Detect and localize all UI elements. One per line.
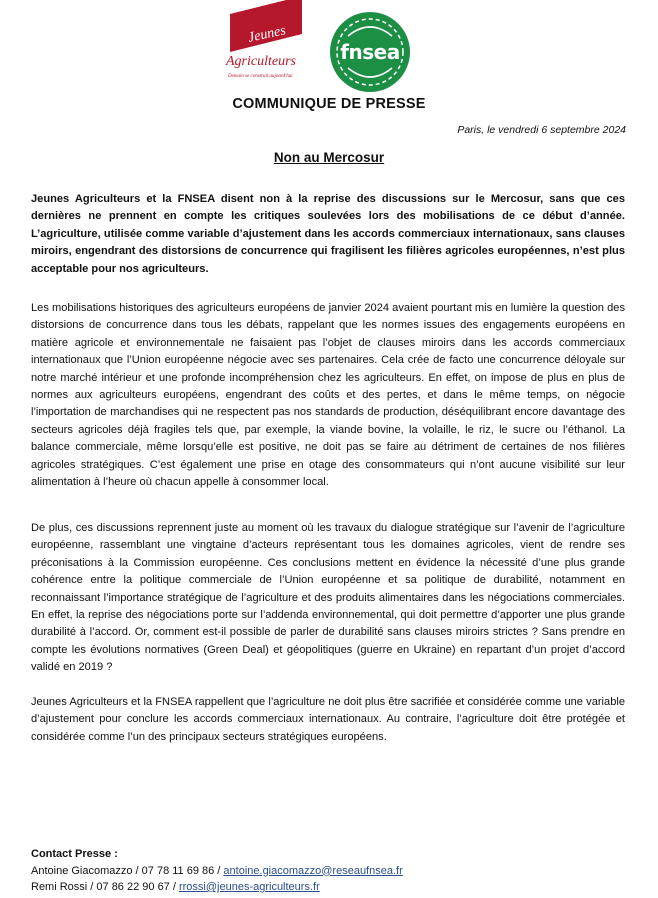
ja-logo-tagline: Demain se construit aujourd'hui <box>228 74 293 79</box>
body-paragraph-1: Les mobilisations historiques des agriculteurs européens de janvier 2024 avaient pourtant mis en lumière la question des distorsions de concurrence dans tous les débats, rappelant que les normes issues des engagements européens en matière agricole et environnementale ne faisaient pas l’objet de clauses miroirs dans les accords commerciaux internationaux que l’Union européenne négocie avec ses partenaires. Cela crée de facto une concurrence déloyale sur notre marché intérieur et une profonde incompréhension chez les agriculteurs. En effet, on impose de plus en plus de normes aux agriculteurs européens, engendrant des coûts et des pertes, et dans le même temps, on négocie l’importation de marchandises qui ne respectent pas nos standards de production, déséquilibrant encore davantage des secteurs agricoles déjà fragiles tels que, par exemple, la viande bovine, la volaille, le riz, le sucre ou l’éthanol. La balance commerciale, même lorsqu’elle est positive, ne doit pas se faire au détriment de certaines de nos filières agricoles stratégiques. C’est également une prise en otage des consommateurs qui n’ont aucune visibilité sur leur alimentation à l’heure où chacun appelle à consommer local. <box>31 302 625 489</box>
contact-person-2: Remi Rossi / 07 86 22 90 67 / <box>31 881 179 893</box>
contact-line-2 <box>31 879 403 896</box>
intro-paragraph: Jeunes Agriculteurs et la FNSEA disent non à la reprise des discussions sur le Mercosur, sans que ces dernières ne prennent en compte les critiques soulevées lors des mobilisations de ce début d’année. L’agriculture, utilisée comme variable d’ajustement dans les accords commerciaux internationaux, sans clauses miroirs, engendrant des distorsions de concurrence qui fragilisent les filières agricoles européennes, n’est plus acceptable pour nos agriculteurs. <box>31 193 625 275</box>
ja-logo-line1: Jeunes <box>246 23 288 46</box>
press-release-heading: COMMUNIQUE DE PRESSE <box>232 96 426 112</box>
contact-title: Contact Presse : <box>31 848 118 860</box>
contact-email-1[interactable]: antoine.giacomazzo@reseaufnsea.fr <box>223 864 403 877</box>
press-contact <box>31 846 403 896</box>
date-line: Paris, le vendredi 6 septembre 2024 <box>457 124 626 136</box>
fnsea-logo <box>330 12 410 92</box>
fnsea-logo-text: fnsea <box>340 40 400 64</box>
contact-person-1: Antoine Giacomazzo / 07 78 11 69 86 / <box>31 864 224 877</box>
contact-line-1 <box>31 863 403 880</box>
jeunes-agriculteurs-logo <box>224 14 316 92</box>
contact-email-2[interactable]: rrossi@jeunes-agriculteurs.fr <box>178 881 320 893</box>
body-paragraph-2: De plus, ces discussions reprennent juste au moment où les travaux du dialogue stratégique sur l’avenir de l’agriculture européenne, rassemblant une vingtaine d’acteurs représentant tous les domaines agricoles, vient de rendre ses préconisations à la Commission européenne. Ces conclusions mettent en évidence la nécessité d’une plus grande cohérence entre la politique commerciale de l’Union européenne et sa politique de durabilité, notamment en reconnaissant l’importance stratégique de l’agriculture et des produits alimentaires dans les négociations commerciales. En effet, la reprise des négociations porte sur l’addenda environnemental, qui doit permettre d’apporter une plus grande durabilité à l’accord. Or, comment est-il possible de parler de durabilité sans clauses miroirs strictes ? Sans prendre en compte les évolutions normatives (Green Deal) et géopolitiques (guerre en Ukraine) en repartant d’un projet d’accord validé en 2019 ? <box>31 522 625 674</box>
logos <box>224 12 414 98</box>
ja-logo-line2: Agriculteurs <box>226 54 296 69</box>
document-title: Non au Mercosur <box>273 150 385 165</box>
body-paragraph-3: Jeunes Agriculteurs et la FNSEA rappellent que l’agriculture ne doit plus être sacrifiée et considérée comme une variable d’ajustement pour conclure les accords commerciaux internationaux. Au contraire, l’agriculture doit être protégée et considérée comme l’un des principaux secteurs stratégiques européens. <box>31 696 625 743</box>
